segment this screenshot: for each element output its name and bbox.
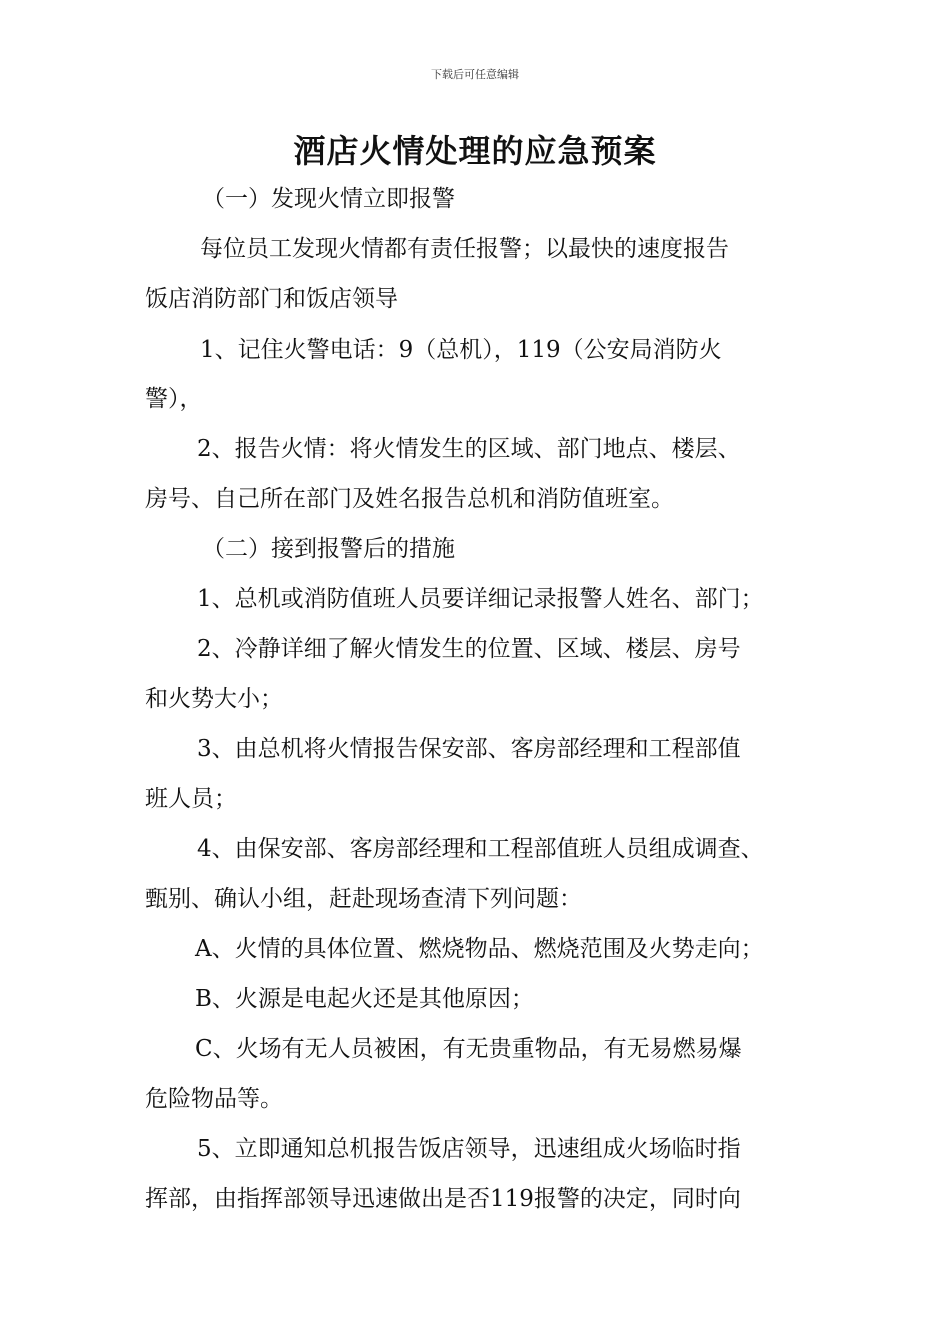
paragraph-line: 房号、自己所在部门及姓名报告总机和消防值班室。 <box>145 486 674 512</box>
paragraph-line: 甄别、确认小组，赶赴现场查清下列问题： <box>145 886 582 912</box>
paragraph-line: 1、总机或消防值班人员要详细记录报警人姓名、部门； <box>197 586 764 612</box>
paragraph-line: 班人员； <box>145 786 237 812</box>
paragraph-line: 3、由总机将火情报告保安部、客房部经理和工程部值 <box>197 736 741 762</box>
paragraph-line: B、火源是电起火还是其他原因； <box>195 986 534 1012</box>
paragraph-line: 和火势大小； <box>145 686 283 712</box>
paragraph-line: 4、由保安部、客房部经理和工程部值班人员组成调查、 <box>197 836 764 862</box>
paragraph-line: 1、记住火警电话：9（总机），119（公安局消防火 <box>200 337 722 363</box>
header-note: 下载后可任意编辑 <box>431 68 519 81</box>
paragraph-line: 挥部，由指挥部领导迅速做出是否119报警的决定，同时向 <box>145 1186 741 1212</box>
document-title: 酒店火情处理的应急预案 <box>293 132 657 170</box>
paragraph-line: 警）， <box>145 386 203 412</box>
paragraph-line: C、火场有无人员被困，有无贵重物品，有无易燃易爆 <box>195 1036 742 1062</box>
paragraph-line: 2、报告火情：将火情发生的区域、部门地点、楼层、 <box>197 436 741 462</box>
section-heading-1: （一）发现火情立即报警 <box>202 186 455 212</box>
paragraph-line: 每位员工发现火情都有责任报警；以最快的速度报告 <box>200 236 729 262</box>
paragraph-line: 5、立即通知总机报告饭店领导，迅速组成火场临时指 <box>197 1136 741 1162</box>
paragraph-line: 2、冷静详细了解火情发生的位置、区域、楼层、房号 <box>197 636 741 662</box>
paragraph-line: 危险物品等。 <box>145 1086 283 1112</box>
paragraph-line: A、火情的具体位置、燃烧物品、燃烧范围及火势走向； <box>195 936 764 962</box>
paragraph-line: 饭店消防部门和饭店领导 <box>145 286 398 312</box>
section-heading-2: （二）接到报警后的措施 <box>202 536 455 562</box>
